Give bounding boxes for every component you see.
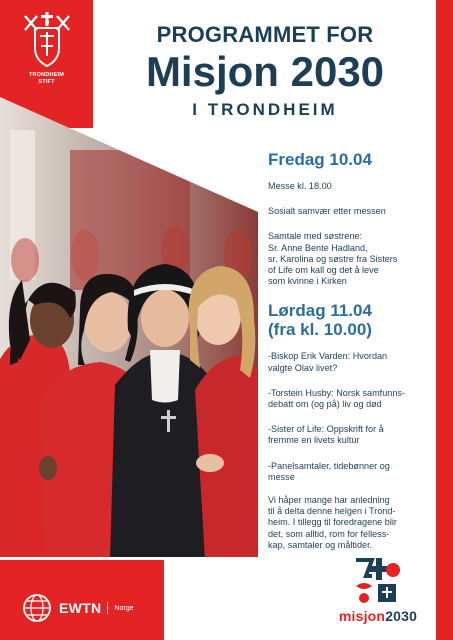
stift-name-line1: TRONDHEIM bbox=[28, 72, 65, 78]
poster-heading bbox=[110, 22, 420, 121]
program-item: -Torstein Husby: Norsk samfunns- debatt om (og på) liv og død bbox=[268, 387, 405, 410]
stift-name-line2: STIFT bbox=[38, 79, 55, 85]
stift-name bbox=[0, 72, 93, 86]
globe-icon bbox=[22, 593, 52, 623]
ewtn-name: EWTN bbox=[59, 600, 102, 616]
ewtn-country: Norge bbox=[114, 604, 134, 612]
ewtn-divider bbox=[107, 602, 108, 614]
day-heading-friday: Fredag 10.04 bbox=[268, 150, 372, 169]
red-side-bar bbox=[436, 0, 453, 640]
misjon-2030-emblem-icon bbox=[352, 556, 404, 606]
program-item: Samtale med søstrene: Sr. Anne Bente Hadland, sr. Karolina og søstre fra Sisters of Life om kall og det å leve som kvinne i Kirken bbox=[268, 231, 398, 287]
stift-coat-of-arms-icon bbox=[21, 8, 73, 70]
program-item: -Biskop Erik Varden: Hvordan valgte Olav livet? bbox=[268, 351, 388, 373]
program-item: -Panelsamtaler, tidebønner og messe bbox=[268, 460, 390, 482]
misjon-wordmark-red: misjon bbox=[338, 608, 386, 624]
trondheim-stift-logo bbox=[0, 8, 93, 118]
program-item: Sosialt samvær etter messen bbox=[268, 206, 386, 217]
closing-paragraph: Vi håper mange har anledning til å delta denne helgen i Trond- heim. I tillegg til foredragene blir det, som alltid, rom for felless- kap, samtaler og måltider. bbox=[268, 495, 397, 550]
program-item: -Sister of Life: Oppskrift for å fremme en livets kultur bbox=[268, 424, 384, 446]
heading-pre: PROGRAMMET FOR bbox=[156, 22, 374, 47]
misjon-wordmark bbox=[328, 608, 428, 624]
heading-main-title: Misjon 2030 bbox=[145, 48, 385, 95]
ewtn-logo bbox=[22, 592, 134, 624]
misjon-2030-logo bbox=[328, 556, 428, 630]
misjon-wordmark-navy: 2030 bbox=[385, 608, 418, 624]
program-item: Messe kl. 18.00 bbox=[268, 181, 332, 191]
heading-location: I TRONDHEIM bbox=[192, 100, 338, 119]
program-column bbox=[268, 150, 434, 551]
day-heading-saturday: Lørdag 11.04 (fra kl. 10.00) bbox=[268, 301, 372, 340]
